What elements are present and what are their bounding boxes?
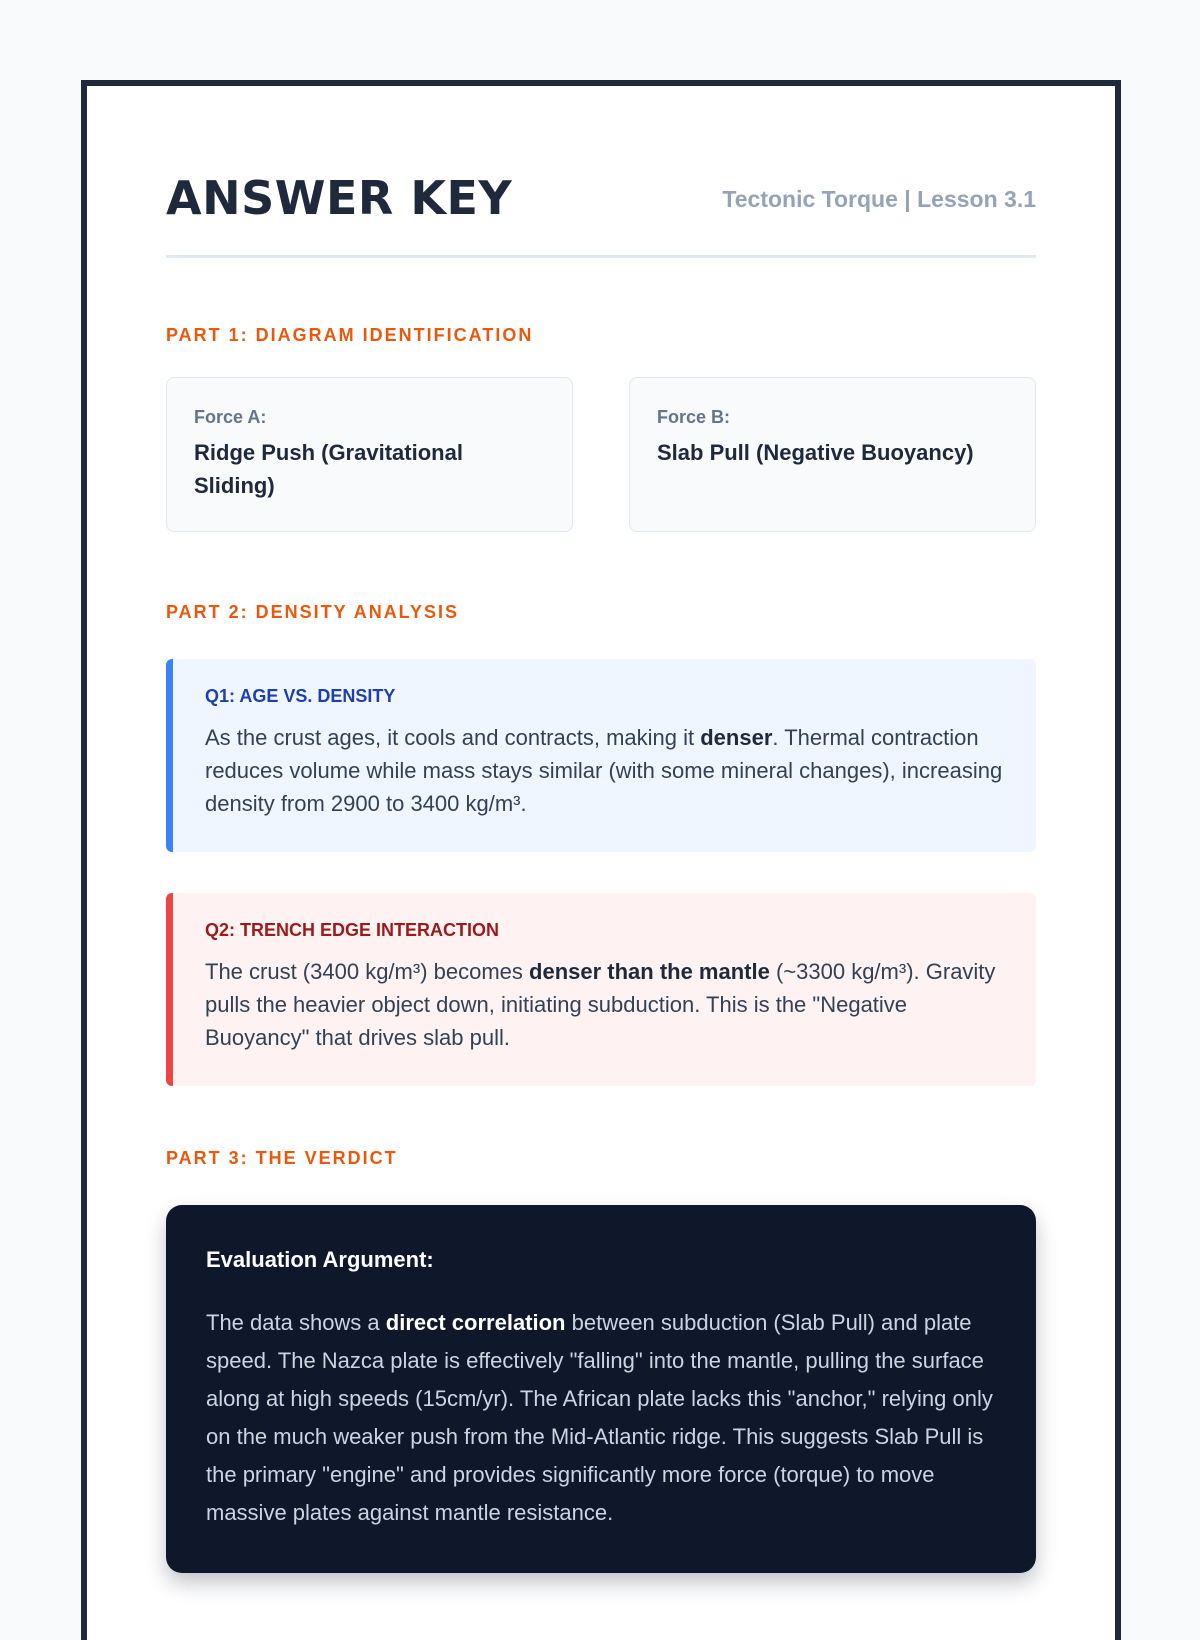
q2-text-end: (~3300 kg/m³). Gravity pulls the heavier object down, initiating subduction. This is the "Negative Buoyancy" that drives slab pull.	[205, 959, 996, 1050]
page-title: ANSWER KEY	[166, 171, 513, 225]
force-a-label: Force A:	[194, 407, 267, 427]
verdict-card	[166, 1205, 1036, 1573]
verdict-text-start: The data shows a	[206, 1310, 386, 1335]
answer-key-sheet	[81, 80, 1121, 1640]
force-b-value: Slab Pull (Negative Buoyancy)	[657, 440, 974, 465]
force-a-card	[166, 377, 573, 532]
part3-heading: PART 3: THE VERDICT	[166, 1148, 398, 1168]
header	[166, 170, 1036, 258]
q1-text-end: . Thermal contraction reduces volume while mass stays similar (with some mineral changes), increasing density from 2900 to 3400 kg/m³.	[205, 725, 1003, 816]
force-b-card	[629, 377, 1036, 532]
lesson-subtitle: Tectonic Torque | Lesson 3.1	[722, 186, 1036, 212]
verdict-argument	[206, 1304, 996, 1532]
q1-text-start: As the crust ages, it cools and contracts, making it	[205, 725, 701, 750]
q2-card	[166, 893, 1036, 1086]
part2-heading: PART 2: DENSITY ANALYSIS	[166, 602, 460, 622]
q1-answer	[205, 721, 1004, 820]
verdict-text-end: between subduction (Slab Pull) and plate speed. The Nazca plate is effectively "falling" into the mantle, pulling the surface along at high speeds (15cm/yr). The African plate lacks this "anchor," relying only on the much weaker push from the Mid-Atlantic ridge. This suggests Slab Pull is the primary "engine" and provides significantly more force (torque) to move massive plates against mantle resistance.	[206, 1310, 993, 1525]
part1-heading: PART 1: DIAGRAM IDENTIFICATION	[166, 325, 534, 345]
q1-card	[166, 659, 1036, 852]
q1-title: Q1: AGE VS. DENSITY	[205, 686, 396, 706]
q2-title: Q2: TRENCH EDGE INTERACTION	[205, 920, 500, 940]
q1-emphasis: denser	[700, 725, 773, 750]
q2-answer	[205, 955, 1004, 1054]
q2-emphasis: denser than the mantle	[529, 959, 770, 984]
q2-text-start: The crust (3400 kg/m³) becomes	[205, 959, 530, 984]
force-a-value: Ridge Push (Gravitational Sliding)	[194, 440, 463, 498]
force-b-label: Force B:	[657, 407, 731, 427]
verdict-title: Evaluation Argument:	[206, 1247, 434, 1272]
verdict-emphasis: direct correlation	[385, 1310, 566, 1335]
